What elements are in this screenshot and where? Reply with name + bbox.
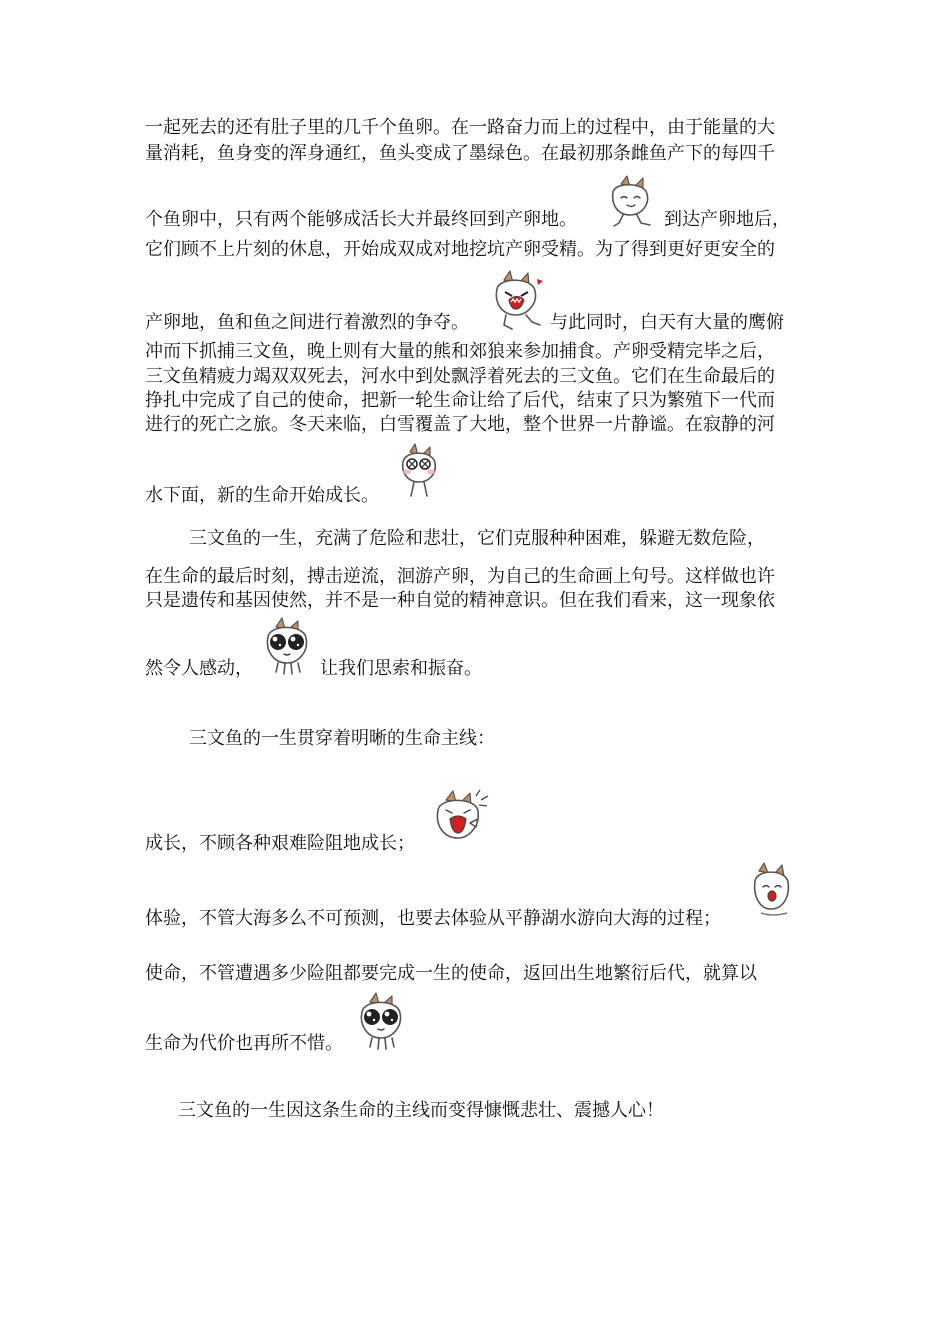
teary-cat-emoticon-icon	[354, 992, 408, 1052]
paragraph-line: 三文鱼的一生，充满了危险和悲壮，它们克服种种困难，躲避无数危险，	[189, 528, 765, 549]
paragraph-line: 它们顾不上片刻的休息，开始成双成对地挖坑产卵受精。为了得到更好更安全的	[145, 239, 775, 260]
paragraph-line: 个鱼卵中，只有两个能够成活长大并最终回到产卵地。	[145, 209, 577, 230]
paragraph-line: 体验，不管大海多么不可预测，也要去体验从平静湖水游向大海的过程；	[145, 908, 721, 929]
paragraph-line: 三文鱼的一生因这条生命的主线而变得慷慨悲壮、震撼人心！	[178, 1100, 664, 1121]
paragraph-line: 生命为代价也再所不惜。	[145, 1033, 343, 1054]
paragraph-line: 三文鱼精疲力竭双双死去，河水中到处飘浮着死去的三文鱼。它们在生命最后的	[145, 366, 775, 387]
paragraph-line: 使命，不管遭遇多少险阻都要完成一生的使命，返回出生地繁衍后代，就算以	[145, 963, 757, 984]
paragraph-line: 进行的死亡之旅。冬天来临，白雪覆盖了大地，整个世界一片静谧。在寂静的河	[145, 414, 775, 435]
paragraph-line: 冲而下抓捕三文鱼，晚上则有大量的熊和郊狼来参加捕食。产卵受精完毕之后，	[145, 341, 775, 362]
paragraph-line: 产卵地，鱼和鱼之间进行着激烈的争夺。	[145, 312, 469, 333]
paragraph-line: 然令人感动，	[145, 658, 253, 679]
paragraph-line: 到达产卵地后，	[664, 209, 790, 230]
sleepy-cat-emoticon-icon	[749, 859, 797, 923]
paragraph-line: 让我们思索和振奋。	[320, 658, 482, 679]
teary-cat-emoticon-icon	[260, 617, 314, 677]
shouting-cat-emoticon-icon	[430, 788, 490, 848]
smug-cat-emoticon-icon	[603, 174, 657, 228]
paragraph-line: 只是遗传和基因使然，并不是一种自觉的精神意识。但在我们看来，这一现象依	[145, 590, 775, 611]
paragraph-line: 在生命的最后时刻，搏击逆流，洄游产卵，为自己的生命画上句号。这样做也许	[145, 566, 775, 587]
paragraph-line: 挣扎中完成了自己的使命，把新一轮生命让给了后代，结束了只为繁殖下一代而	[145, 390, 775, 411]
paragraph-line: 三文鱼的一生贯穿着明晰的生命主线：	[189, 728, 495, 749]
paragraph-line: 水下面，新的生命开始成长。	[145, 485, 379, 506]
paragraph-line: 与此同时，白天有大量的鹰俯	[550, 312, 784, 333]
dizzy-cat-emoticon-icon	[396, 442, 442, 498]
angry-cat-emoticon-icon	[488, 269, 546, 331]
paragraph-line: 量消耗，鱼身变的浑身通红，鱼头变成了墨绿色。在最初那条雌鱼产下的每四千	[145, 143, 775, 164]
paragraph-line: 一起死去的还有肚子里的几千个鱼卵。在一路奋力而上的过程中，由于能量的大	[145, 117, 775, 138]
paragraph-line: 成长，不顾各种艰难险阻地成长；	[145, 833, 415, 854]
